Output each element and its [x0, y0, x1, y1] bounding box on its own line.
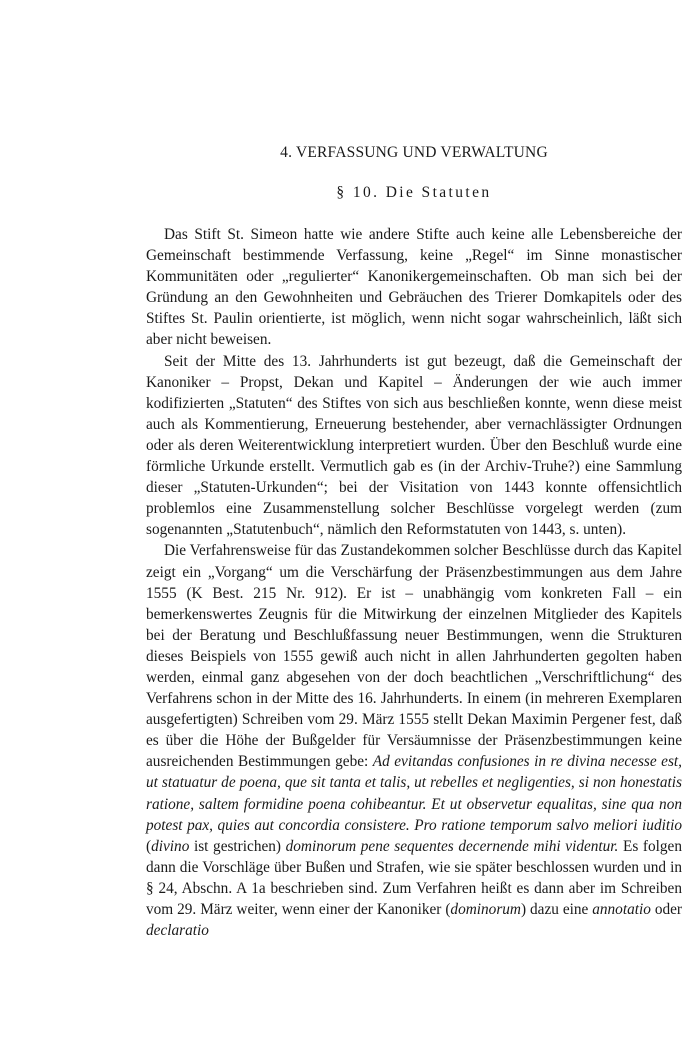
- paragraph-1: [146, 224, 682, 351]
- latin-word: dominorum: [450, 901, 521, 918]
- body-text: [146, 224, 682, 941]
- paragraph-text: (: [146, 837, 152, 855]
- latin-quotation: Ad evitandas confusiones in re divina necesse est, ut statuatur de poena, que sit tanta et talis, ut rebelles et negligenties, si non honestatis ratione, saltem formidine poena cohibeantur. Et ut observetur equalitas, sine qua non potest pax, quies aut concordia consistere. Pro ratione temporum salvo meliori iuditio: [146, 753, 682, 834]
- paragraph-text: Es folgen dann die Vorschläge über Bußen und Strafen, wie sie später beschlossen wurden und in § 24, Abschn. A 1a beschrieben sind. Zum Verfahren heißt es dann aber im Schreiben vom 29. März weiter, wenn einer der Kanoniker (: [146, 837, 682, 918]
- latin-word: declaratio: [146, 922, 209, 940]
- paragraph-text: Die Verfahrensweise für das Zustandekommen solcher Beschlüsse durch das Kapitel zeigt ein „Vorgang“ um die Verschärfung der Präsenzbestimmungen aus dem Jahre 1555 (K Best. 215 Nr. 912). Er ist – unabhängig vom konkreten Fall – ein bemerkenswertes Zeugnis für die Mitwirkung der einzelnen Mitglieder des Kapitels bei der Beratung und Beschlußfassung neuer Bestimmungen, wenn die Strukturen dieses Beispiels von 1555 gewiß auch nicht in allen Jahrhunderten gegolten haben werden, einmal ganz abgesehen von der doch beachtlichen „Verschriftlichung“ des Verfahrens schon in der Mitte des 16. Jahrhunderts. In einem (in mehreren Exemplaren ausgefertigten) Schreiben vom 29. März 1555 stellt Dekan Maximin Pergener fest, daß es über die Höhe der Bußgelder für Versäumnisse der Präsenzbestimmungen keine ausreichenden Bestimmungen gebe:: [146, 542, 682, 771]
- paragraph-3: [146, 540, 682, 941]
- chapter-heading: 4. VERFASSUNG UND VERWALTUNG: [280, 144, 548, 161]
- paragraph-text: Das Stift St. Simeon hatte wie andere Stifte auch keine alle Lebensbereiche der Gemeinschaft bestimmende Verfassung, keine „Regel“ im Sinne monastischer Kommunitäten oder „regulierter“ Kanonikergemeinschaften. Ob man sich bei der Gründung an den Gewohnheiten und Gebräuchen des Trierer Domkapitels oder des Stiftes St. Paulin orientierte, ist möglich, wenn nicht sogar wahrscheinlich, läßt sich aber nicht beweisen.: [146, 226, 682, 349]
- section-heading: § 10. Die Statuten: [336, 184, 492, 201]
- paragraph-text: ) dazu eine: [520, 901, 593, 918]
- latin-word: annotatio: [592, 901, 651, 918]
- paragraph-text: Seit der Mitte des 13. Jahrhunderts ist gut bezeugt, daß die Gemeinschaft der Kanoniker – Propst, Dekan und Kapitel – Änderungen der wie auch immer kodifizierten „Statuten“ des Stiftes von sich aus beschließen konnte, wenn diese meist auch als Kommentierung, Erneuerung bestehender, aber vernachlässigter Ordnungen oder als deren Weiterentwicklung interpretiert wurden. Über den Beschluß wurde eine förmliche Urkunde erstellt. Vermutlich gab es (in der Archiv-Truhe?) eine Sammlung dieser „Statuten-Urkunden“; bei der Visitation von 1443 konnte offensichtlich problemlos eine Zusammenstellung solcher Beschlüsse vorgelegt werden (zum sogenannten „Statutenbuch“, nämlich den Reformstatuten von 1443, s. unten).: [146, 352, 682, 539]
- latin-word: divino: [151, 837, 190, 855]
- paragraph-text: ist gestrichen): [189, 837, 286, 855]
- paragraph-text: oder: [650, 901, 682, 918]
- paragraph-2: [146, 351, 682, 541]
- latin-quotation: dominorum pene sequentes decernende mihi videntur.: [285, 837, 619, 855]
